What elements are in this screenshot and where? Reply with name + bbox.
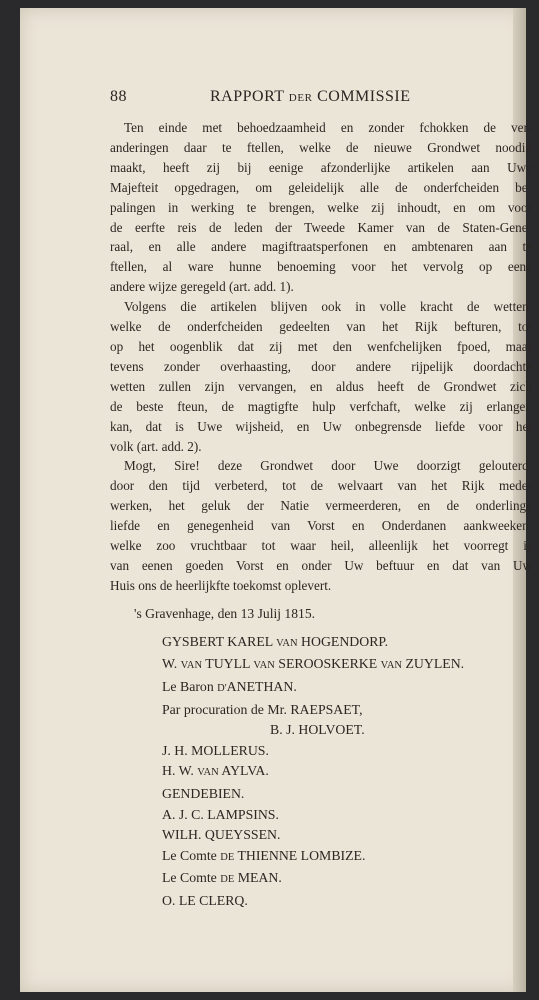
text-line: Mogt, Sire! deze Grondwet door Uwe doorzigt gelouterd, [124,458,532,474]
signature [162,784,532,805]
name-particle: D' [217,682,227,694]
name-particle: DE [220,851,235,863]
text-line: kan, dat is Uwe wijsheid, en Uw onbegrensde liefde voor het [110,418,532,434]
name-part: A. J. C. LAMPSINS. [162,806,279,822]
name-part: ANETHAN. [226,678,297,694]
signature [162,891,532,912]
signature [162,654,532,677]
text-line: andere wijze geregeld (art. add. 1). [110,279,294,295]
text-line: door den tijd verbeterd, tot de welvaart van het Rijk mede- [110,478,532,494]
name-part: SEROOSKERKE [274,656,381,672]
text-line: anderingen daar te ftellen, welke de nieuwe Grondwet noodig [110,139,532,155]
text-line: liefde en genegenheid van Vorst en Onderdanen aankweeken, [110,518,532,534]
text-line: raal, en alle andere magiftraatsperfonen en ambtenaren aan te [110,239,532,255]
text-line: Volgens die artikelen blijven ook in volle kracht de wetten, [124,299,532,315]
name-part: O. LE CLERQ. [162,892,248,908]
paragraph [110,297,532,456]
text-line: maakt, heeft zij bij eenige afzonderlijke artikelen aan Uwe [110,159,532,175]
text-line: op het oogenblik dat zij met den wenfchelijken fpoed, maar [110,338,532,354]
name-part: THIENNE LOMBIZE. [234,847,366,863]
body-paragraphs [110,118,532,596]
text-line: wetten zullen zijn vervangen, en aldus heeft de Grondwet zich [110,378,532,394]
name-part: H. W. [162,763,198,779]
name-particle: VAN [380,660,403,672]
signature [162,825,532,846]
text-line: Huis ons de heerlijkfte toekomst oplevert. [110,577,332,593]
text-line: Majefteit opgedragen, om geleidelijk alle de onderfcheiden be- [110,179,532,195]
signature [162,761,532,784]
name-part: GYSBERT KAREL [162,633,277,649]
name-part: Le Baron [162,678,218,694]
text-line: de beste fteun, de magtigfte hulp verfchaft, welke zij erlangen [110,398,532,414]
running-header [110,88,532,112]
signature [162,720,532,741]
text-line: tevens zonder overhaasting, door andere rijpelijk doordachte [110,358,532,374]
signature [162,805,532,826]
name-part: Par procuration de Mr. RAEPSAET, [162,701,363,717]
signature [162,677,532,700]
signature [162,632,532,655]
name-part: TUYLL [202,656,254,672]
page-number: 88 [110,88,127,105]
name-particle: VAN [197,767,219,779]
running-title: RAPPORT DER COMMISSIE [210,88,411,105]
name-particle: VAN [276,637,298,649]
name-particle: VAN [253,660,275,672]
name-part: B. J. HOLVOET. [270,722,365,738]
text-line: welke de onderfcheiden gedeelten van het Rijk befturen, tot [110,319,532,335]
text-line: welke zoo vruchtbaar tot waar heil, alleenlijk het voorregt is [110,538,532,554]
text-line: van eenen goeden Vorst en onder Uw beftuur en dat van Uw [110,557,532,573]
text-line: de eerfte reis de leden der Tweede Kamer van de Staten-Gene- [110,219,532,235]
page-text [110,88,532,911]
paragraph [110,456,532,595]
name-part: W. [162,656,181,672]
paragraph [110,118,532,297]
signature [162,741,532,762]
signature [162,846,532,869]
name-particle: VAN [180,660,203,672]
name-part: WILH. QUEYSSEN. [162,827,281,843]
name-part: GENDEBIEN. [162,785,245,801]
name-particle: DE [220,874,235,886]
signature [162,700,532,721]
text-line: volk (art. add. 2). [110,438,202,454]
text-line: Ten einde met behoedzaamheid en zonder fchokken de ver- [124,120,532,135]
book-page [20,8,532,992]
text-line: palingen in werking te brengen, welke zij inhoudt, en om voor [110,199,532,215]
text-line: ftellen, al ware hunne benoeming voor het vervolg op eene [110,259,532,275]
date-line: 's Gravenhage, den 13 Julij 1815. [134,605,316,621]
name-part: HOGENDORP. [297,633,389,649]
name-part: J. H. MOLLERUS. [162,742,269,758]
signature-list [110,632,532,912]
name-part: Le Comte [162,847,221,863]
name-part: Le Comte [162,870,221,886]
name-part: AYLVA. [218,763,269,779]
name-part: MEAN. [234,870,282,886]
name-part: ZUYLEN. [402,656,465,672]
text-line: werken, het geluk der Natie vermeerderen, en de onderlinge [110,498,532,514]
signature [162,868,532,891]
